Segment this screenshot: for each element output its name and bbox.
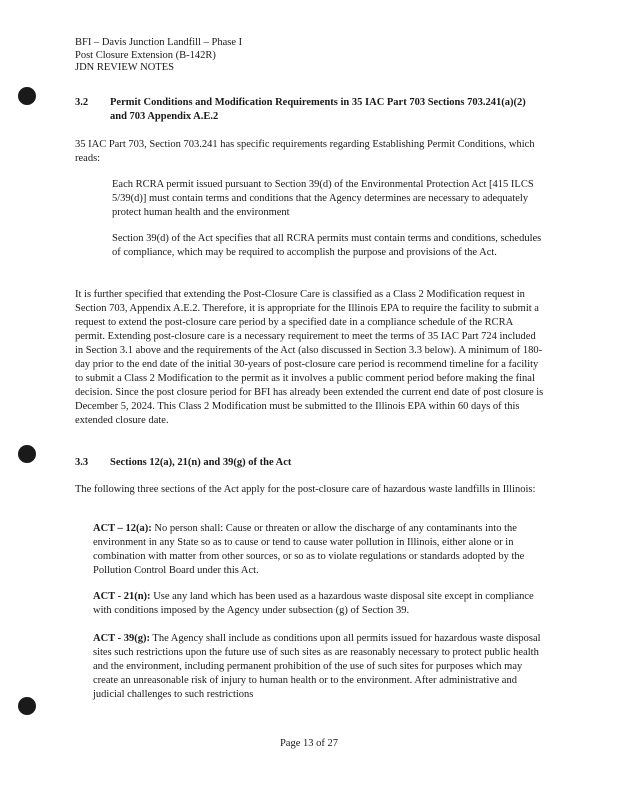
section-3-2-number: 3.2	[75, 97, 89, 108]
section-3-2-intro: 35 IAC Part 703, Section 703.241 has specific requirements regarding Establishing Permit Conditions, which reads:	[75, 139, 535, 164]
act-12a-label: ACT – 12(a):	[93, 523, 152, 534]
section-3-3-number: 3.3	[75, 457, 89, 468]
section-3-2-quote-1: Each RCRA permit issued pursuant to Section 39(d) of the Environmental Protection Act [415 ILCS 5/39(d)] must contain terms and conditions that the Agency determines are necessary to adequately protect human health and the environment	[112, 179, 534, 218]
section-3-2-title: Permit Conditions and Modification Requirements in 35 IAC Part 703 Sections 703.241(a)(2) and 703 Appendix A.E.2	[110, 97, 526, 122]
act-21n-label: ACT - 21(n):	[93, 591, 151, 602]
punch-hole-top	[18, 87, 36, 105]
punch-hole-bottom	[18, 697, 36, 715]
header-line-1: BFI – Davis Junction Landfill – Phase I	[75, 37, 243, 48]
document-header	[75, 37, 555, 75]
section-3-3-title: Sections 12(a), 21(n) and 39(g) of the Act	[110, 457, 292, 468]
section-3-2-body: It is further specified that extending the Post-Closure Care is classified as a Class 2 Modification request in Section 703, Appendix A.E.2. Therefore, it is appropriate for the Illinois EPA to require the facility to submit a request to extend the post-closure care period by a specified date in a compliance schedule of the RCRA permit. Extending post-closure care is a necessary requirement to meet the terms of 35 IAC Part 724 included in Section 3.1 above and the requirements of the Act (also discussed in Section 3.3 below). A minimum of 180-day prior to the end date of the initial 30-years of post-closure care period is recommend timeline for a facility to submit a Class 2 Modification to the permit as it involves a public comment period before making the final decision. Since the post closure period for BFI has already been extended the current end date of post closure is December 5, 2024. This Class 2 Modification must be submitted to the Illinois EPA within 60 days of this extended closure date.	[75, 289, 544, 426]
punch-hole-middle	[18, 445, 36, 463]
act-21n-text: Use any land which has been used as a hazardous waste disposal site except in compliance with conditions imposed by the Agency under subsection (g) of Section 39.	[93, 591, 534, 616]
act-39g-label: ACT - 39(g):	[93, 633, 150, 644]
header-line-3: JDN REVIEW NOTES	[75, 62, 174, 73]
section-3-2-quote-2: Section 39(d) of the Act specifies that all RCRA permits must contain terms and conditions, schedules of compliance, which may be required to accomplish the purpose and provisions of the Act.	[112, 233, 542, 258]
act-12a-paragraph	[93, 522, 545, 578]
act-39g-paragraph	[93, 632, 545, 702]
act-21n-paragraph	[93, 590, 545, 618]
page-number: Page 13 of 27	[279, 738, 339, 749]
act-39g-text: The Agency shall include as conditions upon all permits issued for hazardous waste disposal sites such restrictions upon the future use of such sites as are reasonably necessary to protect public health and the environment, including permanent prohibition of the use of such sites for purposes which may create an unreasonable risk of injury to human health or to the environment. After administrative and judicial challenges to such restrictions	[93, 633, 541, 700]
header-line-2: Post Closure Extension (B-142R)	[75, 49, 216, 61]
act-12a-text: No person shall: Cause or threaten or allow the discharge of any contaminants into the environment in any State so as to cause or tend to cause water pollution in Illinois, either alone or in combination with matter from other sources, or so as to violate regulations or standards adopted by the Pollution Control Board under this Act.	[93, 523, 525, 576]
section-3-3-intro: The following three sections of the Act apply for the post-closure care of hazardous waste landfills in Illinois:	[75, 484, 536, 495]
